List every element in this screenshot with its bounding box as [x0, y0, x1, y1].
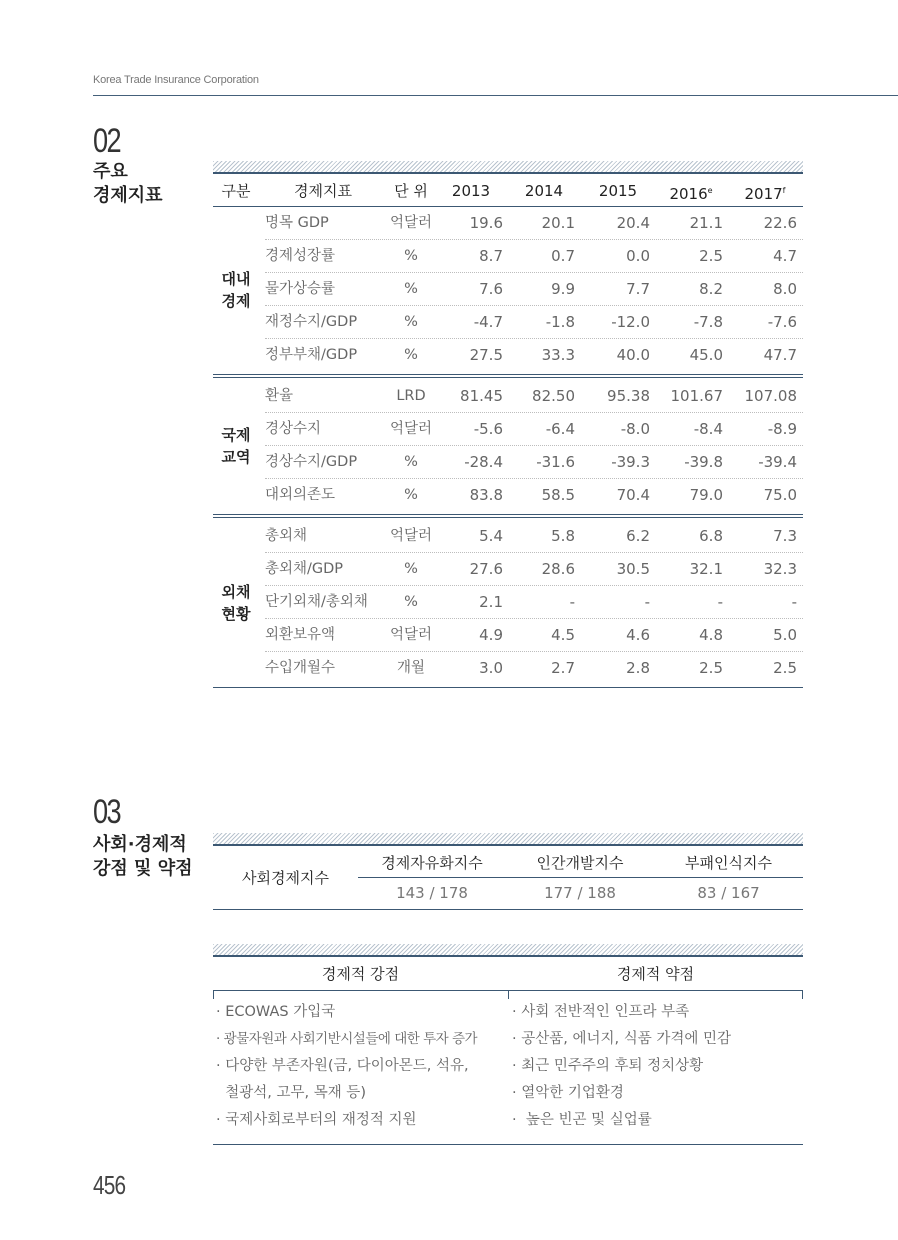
- year-label: 2015: [598, 182, 638, 200]
- year-label: 2014: [524, 182, 564, 200]
- indicator-value: 5.0: [773, 626, 797, 644]
- header-rule: [358, 877, 803, 878]
- group-label: [213, 581, 259, 625]
- indicator-value: 2.5: [699, 247, 723, 265]
- indicator-unit: 억달러: [389, 215, 433, 231]
- indicator-value: 20.4: [616, 214, 650, 232]
- indicator-value: 82.50: [532, 387, 575, 405]
- indicator-value: 19.6: [469, 214, 503, 232]
- indicator-value: -4.7: [473, 313, 503, 331]
- weakness-item: · 열악한 기업환경: [512, 1085, 624, 1101]
- col-header-year: [653, 176, 729, 206]
- indicator-value: -5.6: [473, 420, 503, 438]
- indicator-value: 83.8: [469, 486, 503, 504]
- indicator-value: 79.0: [689, 486, 723, 504]
- index-value: 143 / 178: [396, 884, 468, 902]
- indicator-value: -: [791, 593, 797, 611]
- indicator-value: 7.7: [626, 280, 650, 298]
- year-label: 2016: [669, 185, 708, 203]
- group-rule: [213, 377, 803, 378]
- indicator-name: 수입개월수: [265, 660, 336, 676]
- table-bottom-rule: [213, 909, 803, 910]
- table-row: [265, 339, 803, 371]
- indicator-name: 물가상승률: [265, 281, 336, 297]
- indicator-name: 총외채: [265, 528, 308, 544]
- year-mark: e: [707, 186, 713, 195]
- indicator-value: 4.9: [479, 626, 503, 644]
- indicator-value: 45.0: [689, 346, 723, 364]
- indicator-value: 3.0: [479, 659, 503, 677]
- indicator-value: 7.6: [479, 280, 503, 298]
- year-mark: f: [782, 186, 786, 195]
- indicator-value: -28.4: [464, 453, 503, 471]
- indicator-value: -12.0: [611, 313, 650, 331]
- col-header-unit: 단 위: [394, 182, 428, 200]
- indicator-value: 0.0: [626, 247, 650, 265]
- weaknesses-header: 경제적 약점: [616, 965, 695, 983]
- indicator-value: 27.6: [469, 560, 503, 578]
- table-top-border: [213, 944, 803, 957]
- col-header-year: [433, 176, 509, 206]
- indicator-value: -: [644, 593, 650, 611]
- year-label: 2013: [451, 182, 491, 200]
- col-header-group: 구분: [221, 182, 251, 200]
- col-header-year: [580, 176, 656, 206]
- indicator-value: 21.1: [689, 214, 723, 232]
- indicator-value: -7.8: [693, 313, 723, 331]
- page-number: 456: [93, 1170, 126, 1200]
- indicator-name: 외환보유액: [265, 627, 336, 643]
- strengths-header: 경제적 강점: [321, 965, 400, 983]
- indicator-unit: %: [404, 454, 418, 470]
- table-row: [265, 520, 803, 553]
- indicator-value: 8.2: [699, 280, 723, 298]
- indicator-value: 30.5: [616, 560, 650, 578]
- indicator-value: -39.3: [611, 453, 650, 471]
- group-label: [213, 424, 259, 468]
- year-label: 2017: [744, 185, 783, 203]
- indicator-value: 6.8: [699, 527, 723, 545]
- table-row: [265, 553, 803, 586]
- strength-item: · 국제사회로부터의 재정적 지원: [216, 1112, 417, 1128]
- index-value: 177 / 188: [544, 884, 616, 902]
- indicator-unit: %: [404, 314, 418, 330]
- group-label-line: 대내: [221, 269, 251, 288]
- indicator-value: -6.4: [545, 420, 575, 438]
- indicator-value: 32.1: [689, 560, 723, 578]
- indicator-value: 8.7: [479, 247, 503, 265]
- weakness-item: · 사회 전반적인 인프라 부족: [512, 1004, 690, 1020]
- indicator-value: 22.6: [763, 214, 797, 232]
- group-label-line: 국제: [221, 426, 251, 444]
- table-row: [265, 306, 803, 339]
- indicator-name: 대외의존도: [265, 487, 336, 503]
- indicator-value: -: [569, 593, 575, 611]
- indicator-unit: 개월: [396, 660, 425, 676]
- indicator-value: -8.4: [693, 420, 723, 438]
- indicator-name: 경상수지: [265, 421, 322, 437]
- indicator-name: 경상수지/GDP: [265, 454, 358, 470]
- indicator-unit: 억달러: [389, 627, 433, 643]
- indicator-value: 9.9: [551, 280, 575, 298]
- table-row: [265, 273, 803, 306]
- strength-item: · ECOWAS 가입국: [216, 1004, 336, 1020]
- header-rule: [93, 95, 898, 96]
- indicator-value: 107.08: [744, 387, 797, 405]
- indicator-name: 명목 GDP: [265, 215, 329, 231]
- indicator-name: 재정수지/GDP: [265, 314, 358, 330]
- indicator-unit: %: [404, 347, 418, 363]
- indicator-value: -7.6: [767, 313, 797, 331]
- indicator-name: 정부부채/GDP: [265, 347, 358, 363]
- indicator-value: 58.5: [541, 486, 575, 504]
- indicator-unit: %: [404, 561, 418, 577]
- table-row: [265, 479, 803, 511]
- group-rule: [213, 517, 803, 518]
- tick-middle: [508, 990, 509, 999]
- indicator-value: 5.4: [479, 527, 503, 545]
- group-rule: [213, 687, 803, 688]
- strength-item: 철광석, 고무, 목재 등): [216, 1085, 366, 1101]
- indicator-value: 4.7: [773, 247, 797, 265]
- col-header: 인간개발지수: [536, 854, 624, 872]
- indicator-name: 단기외채/총외채: [265, 594, 368, 610]
- section-number: 03: [93, 793, 121, 831]
- indicator-value: -39.8: [684, 453, 723, 471]
- indicator-value: 4.5: [551, 626, 575, 644]
- section-title-line: 사회·경제적: [93, 834, 187, 855]
- group-rule: [213, 514, 803, 515]
- table-row: [265, 446, 803, 479]
- indicator-value: 32.3: [763, 560, 797, 578]
- group-label: [213, 268, 259, 312]
- group-label-line: 외채: [221, 582, 251, 601]
- indicator-unit: %: [404, 248, 418, 264]
- group-label-line: 현황: [221, 604, 251, 623]
- table-row: [265, 619, 803, 652]
- col-header-indicator: 경제지표: [294, 182, 352, 200]
- indicator-value: -8.0: [620, 420, 650, 438]
- indicator-unit: %: [404, 594, 418, 610]
- indicator-value: -39.4: [758, 453, 797, 471]
- indicator-name: 경제성장률: [265, 248, 336, 264]
- col-header-year: [506, 176, 582, 206]
- indicator-value: 95.38: [607, 387, 650, 405]
- indicator-value: 2.7: [551, 659, 575, 677]
- section-title-line: 강점 및 약점: [93, 858, 193, 879]
- table-row: [265, 207, 803, 240]
- indicator-value: -1.8: [545, 313, 575, 331]
- section-title-line: 주요: [93, 161, 128, 182]
- index-value: 83 / 167: [697, 884, 760, 902]
- indicator-unit: %: [404, 281, 418, 297]
- indicator-value: 5.8: [551, 527, 575, 545]
- indicator-name: 총외채/GDP: [265, 561, 344, 577]
- table-top-border: [213, 161, 803, 174]
- indicator-value: 2.5: [773, 659, 797, 677]
- indicator-value: 47.7: [763, 346, 797, 364]
- weakness-item: · 높은 빈곤 및 실업률: [512, 1112, 652, 1128]
- indicator-value: 4.8: [699, 626, 723, 644]
- section-number: 02: [93, 122, 121, 160]
- table-top-border: [213, 833, 803, 846]
- weakness-item: · 최근 민주주의 후퇴 정치상황: [512, 1058, 704, 1074]
- indicator-value: 0.7: [551, 247, 575, 265]
- indicator-value: 81.45: [460, 387, 503, 405]
- indicator-value: 2.1: [479, 593, 503, 611]
- table-bottom-rule: [213, 1144, 803, 1145]
- section-title: [93, 160, 163, 208]
- indicator-value: 8.0: [773, 280, 797, 298]
- indicator-unit: 억달러: [389, 528, 433, 544]
- tick-left: [213, 990, 214, 999]
- indicator-value: 27.5: [469, 346, 503, 364]
- table-row: [265, 413, 803, 446]
- indicator-value: -31.6: [536, 453, 575, 471]
- section-title: [93, 833, 192, 881]
- indicator-value: 101.67: [670, 387, 723, 405]
- indicator-value: 28.6: [541, 560, 575, 578]
- indicator-value: 40.0: [616, 346, 650, 364]
- indicator-value: 75.0: [763, 486, 797, 504]
- section-title-line: 경제지표: [93, 185, 163, 206]
- tick-right: [802, 990, 803, 999]
- group-label-line: 경제: [221, 291, 251, 310]
- indicator-value: 7.3: [773, 527, 797, 545]
- col-header: 경제자유화지수: [381, 854, 483, 872]
- indicator-value: 2.5: [699, 659, 723, 677]
- indicator-value: 33.3: [541, 346, 575, 364]
- col-header-year: [727, 176, 803, 206]
- running-header: Korea Trade Insurance Corporation: [93, 74, 259, 86]
- indicator-value: -: [717, 593, 723, 611]
- row-label: 사회경제지수: [242, 869, 329, 887]
- table-row: [265, 586, 803, 619]
- weakness-item: · 공산품, 에너지, 식품 가격에 민감: [512, 1031, 731, 1047]
- indicator-unit: LRD: [396, 388, 426, 404]
- table-row: [265, 240, 803, 273]
- indicator-value: 70.4: [616, 486, 650, 504]
- strength-item: · 다양한 부존자원(금, 다이아몬드, 석유,: [216, 1058, 469, 1074]
- table-row: [265, 380, 803, 413]
- indicator-value: 20.1: [541, 214, 575, 232]
- group-label-line: 교역: [221, 448, 251, 466]
- indicator-unit: %: [404, 487, 418, 503]
- table-row: [265, 652, 803, 684]
- group-rule: [213, 374, 803, 375]
- col-header: 부패인식지수: [685, 854, 772, 872]
- indicator-unit: 억달러: [389, 421, 433, 437]
- indicator-value: 6.2: [626, 527, 650, 545]
- strength-item: · 광물자원과 사회기반시설들에 대한 투자 증가: [216, 1031, 478, 1047]
- indicator-value: 2.8: [626, 659, 650, 677]
- indicator-value: 4.6: [626, 626, 650, 644]
- indicator-name: 환율: [265, 388, 294, 404]
- indicator-value: -8.9: [767, 420, 797, 438]
